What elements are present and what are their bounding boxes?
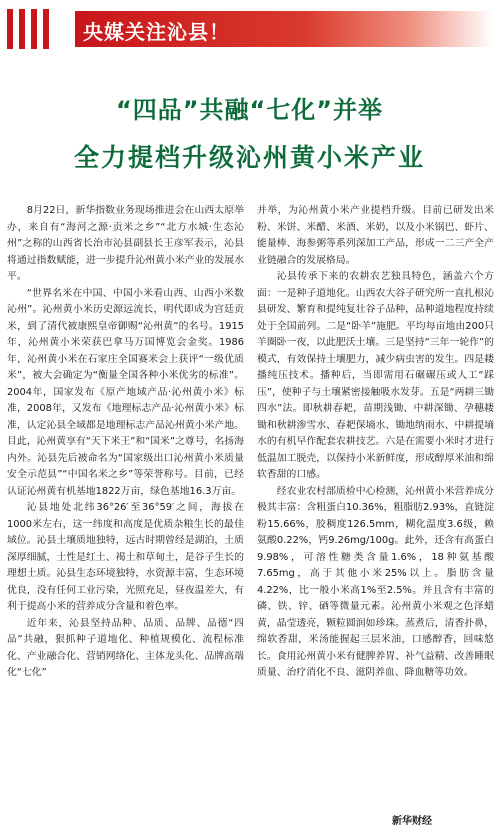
banner-stripe — [19, 9, 25, 49]
article-byline: 新华财经 — [392, 816, 432, 827]
banner-title: 央媒关注沁县！ — [83, 20, 230, 44]
article-column-left — [7, 203, 244, 808]
article-paragraph: 经农业农村部质检中心检测，沁州黄小米营养成分极其丰富：含粗蛋白10.36%，粗脂肪2.93%，直链淀粉15.66%，胶稠度126.5mm，糊化温度3.6级，赖氨酸0.22%，钙9.26mg/100g。此外，还含有高蛋白9.98%，可溶性糖类含量1.6%，18种氨基酸7.65mg，高于其他小米25%以上。脂肪含量4.22%，比一般小米高1%至2.5%。并且含有丰富的磷、铁、锌、硒等微量元素。沁州黄小米观之色泽蜡黄，晶莹透亮，颗粒圆润如珍珠。蒸煮后，清香扑鼻，绵软香甜，米汤能握起三层米油，口感醇香，回味悠长。食用沁州黄小米有健脾养胃、补气益精、改善睡眠质量、治疗消化不良、滋阴养血、降血糖等功效。 — [257, 485, 494, 678]
article-column-right — [257, 203, 494, 808]
article-paragraph-continued: 并举，为沁州黄小米产业提档升级。目前已研发出米粉、米饼、米醋、米酒、米奶，以及小米锅巴、虾片、能量棒、海参粥等系列深加工产品，形成一二三产全产业链融合的发展格局。 — [257, 205, 494, 266]
article-paragraph: “世界名米在中国、中国小米看山西、山西小米数沁州”。沁州黄小米历史源远流长，明代即成为宫廷贡米，到了清代被康熙皇帝御赐“沁州黄”的名号。1915年，沁州黄小米荣获巴拿马万国博览会金奖。1986年，沁州黄小米在石家庄全国赛米会上获评“一级优质米”，被大会确定为“衡量全国各种小米优劣的标准”。2004年，国家发布《原产地域产品·沁州黄小米》标准，2008年，又发布《地理标志产品·沁州黄小米》标准，认定沁县全域都是地理标志产品沁州黄小米产地。目此，沁州黄享有“天下米王”和“国米”之尊号，名扬海内外。沁县先后被命名为“国家级出口沁州黄小米质量安全示范县”“中国名米之乡”等荣誉称号。目前，已经认证沁州黄有机基地1822万亩，绿色基地16.3万亩。 — [7, 287, 244, 497]
banner-stripe — [31, 9, 37, 49]
section-banner — [7, 9, 493, 49]
banner-stripe — [43, 9, 49, 49]
article-paragraph: 沁县地处北纬36°26′至36°59′之间，海拔在1000米左右，这一纬度和高度是优质杂粮生长的最佳域位。沁县土壤质地独特，远古时期曾经是湖泊，土质深厚细腻，土性是红土、褐土和草甸土，是谷子生长的理想土质。沁县生态环境独特，水资源丰富，生态环境优良，没有任何工业污染，光照充足，昼夜温差大，有利于提高小米的营养成分含量和着色率。 — [7, 502, 244, 612]
article-paragraph: 8月22日，新华指数业务现场推进会在山西太原举办，来自有“海河之源·贡米之乡”“北方水城·生态沁州”之称的山西省长治市沁县副县长王彦军表示，沁县将通过指数赋能，进一步提升沁州黄小米产业的发展水平。 — [7, 205, 244, 282]
article-paragraph: 近年来，沁县坚持品种、品质、品牌、品德“四品”共融，狠抓种子道地化、种植规模化、流程标准化、产业融合化、营销网络化、主体龙头化、品牌高端化“七化” — [7, 617, 244, 678]
banner-stripes-decoration — [7, 9, 53, 49]
banner-bar — [75, 11, 493, 47]
headline-line-1: “四品”共融“七化”并举 — [115, 96, 384, 124]
headline-line-2: 全力提档升级沁州黄小米产业 — [73, 143, 425, 172]
banner-stripe — [7, 9, 13, 49]
article-paragraph: 沁县传承下来的农耕农艺独具特色，涵盖六个方面：一是种子道地化。山西农大谷子研究所一直扎根沁县研发、繁育和提纯复壮谷子品种，品种道地程度持续处于全国前列。二是“卧羊”施肥。平均每亩地由200只羊圈卧一夜，以此肥沃土壤。三是坚持“三年一轮作”的模式，有效保持土壤肥力，减少病虫害的发生。四是耧播纯压技术。播种后，当即需用石碾碾压或人工“踩压”，使种子与土壤紧密接触吸水发芽。五是“两耕三锄四水”法。即秋耕春耙，苗期浅锄、中耕深锄、孕穗耧锄和秋耕渗雪水、春耙保墒水、锄地纳雨水、中耕提墒水的有机早作配套农耕技艺。六是在需要小米时才进行低温加工脱壳，以保持小米新鲜度，形成醇厚米油和绵软香甜的口感。 — [257, 271, 494, 480]
